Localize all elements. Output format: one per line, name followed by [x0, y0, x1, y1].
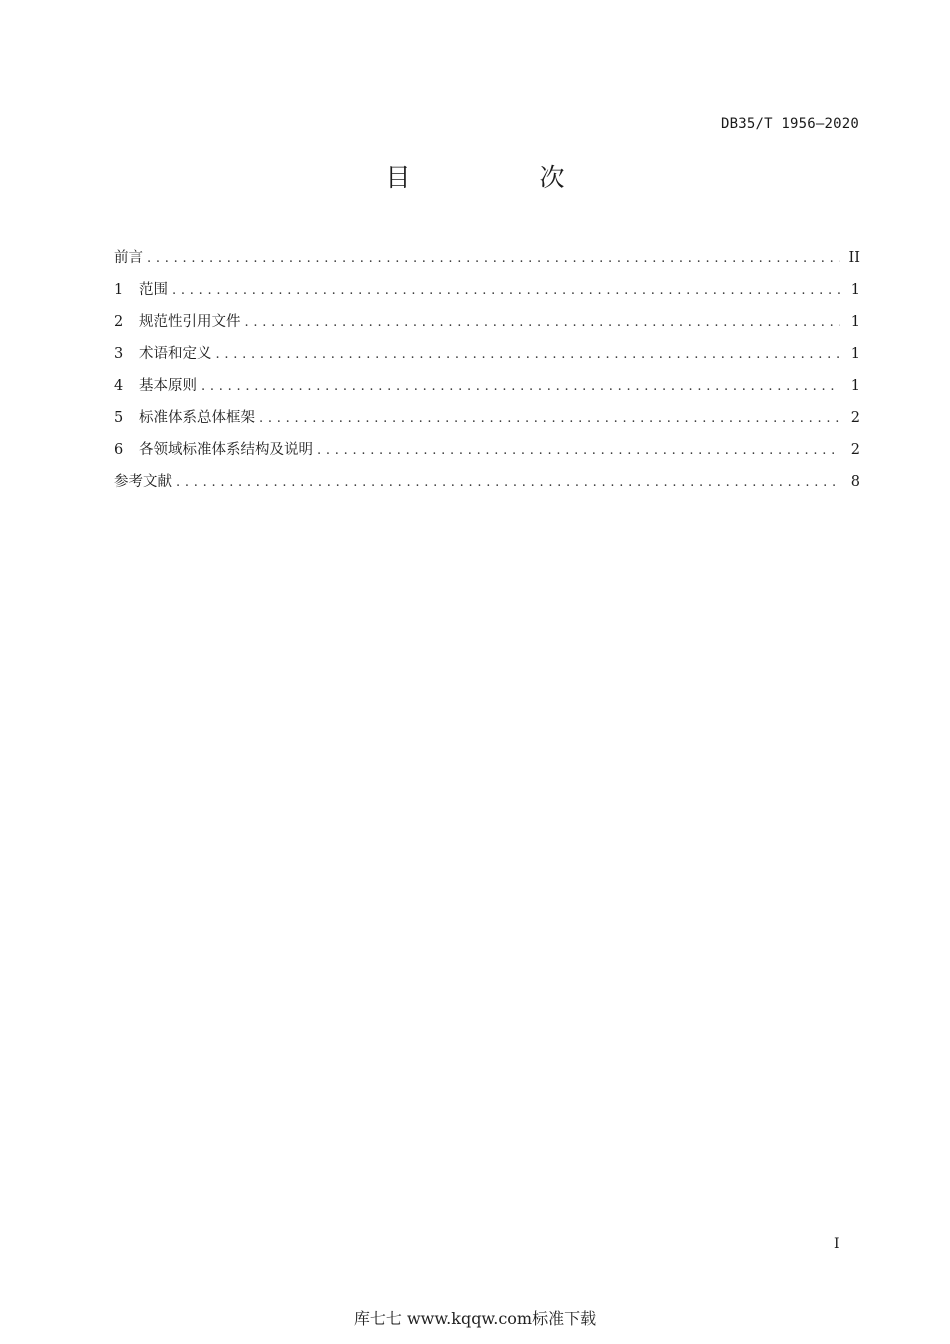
dot-leader [245, 315, 841, 330]
footer-watermark: 库七七 www.kqqw.com标准下载 [353, 1309, 597, 1328]
toc-entry-page: 1 [850, 346, 860, 362]
table-of-contents [114, 246, 860, 502]
toc-entry-label: 各领域标准体系结构及说明 [139, 442, 313, 458]
dot-leader [201, 379, 840, 394]
toc-entry-terms-definitions[interactable] [114, 342, 860, 374]
dot-leader [172, 283, 840, 298]
toc-entry-normative-references[interactable] [114, 310, 860, 342]
dot-leader [176, 475, 840, 490]
toc-entry-page: 1 [850, 282, 860, 298]
toc-entry-foreword[interactable] [114, 246, 860, 278]
toc-entry-label: 基本原则 [139, 378, 197, 394]
toc-entry-number: 2 [114, 314, 124, 330]
toc-entry-bibliography[interactable] [114, 470, 860, 502]
toc-entry-page: 8 [850, 474, 860, 490]
dot-leader [216, 347, 841, 362]
toc-entry-page: 2 [850, 410, 860, 426]
toc-entry-number: 1 [114, 282, 124, 298]
toc-entry-number: 3 [114, 346, 124, 362]
toc-entry-overall-framework[interactable] [114, 406, 860, 438]
toc-title: 目 次 [385, 163, 617, 192]
toc-entry-label: 范围 [139, 282, 168, 298]
toc-entry-page: 1 [850, 314, 860, 330]
dot-leader [317, 443, 840, 458]
toc-entry-label: 规范性引用文件 [139, 314, 241, 330]
toc-entry-page: 2 [850, 442, 860, 458]
toc-entry-domain-structure[interactable] [114, 438, 860, 470]
dot-leader [259, 411, 840, 426]
dot-leader [147, 251, 840, 266]
toc-entry-label: 术语和定义 [139, 346, 212, 362]
page-number: I [834, 1236, 840, 1252]
toc-entry-page: II [848, 250, 860, 266]
toc-entry-basic-principles[interactable] [114, 374, 860, 406]
toc-entry-page: 1 [850, 378, 860, 394]
toc-entry-number: 6 [114, 442, 124, 458]
toc-entry-label: 标准体系总体框架 [139, 410, 255, 426]
toc-entry-scope[interactable] [114, 278, 860, 310]
toc-entry-number: 5 [114, 410, 124, 426]
toc-entry-label: 前言 [114, 250, 143, 266]
toc-entry-number: 4 [114, 378, 124, 394]
toc-entry-label: 参考文献 [114, 474, 172, 490]
document-code: DB35/T 1956—2020 [720, 116, 859, 132]
